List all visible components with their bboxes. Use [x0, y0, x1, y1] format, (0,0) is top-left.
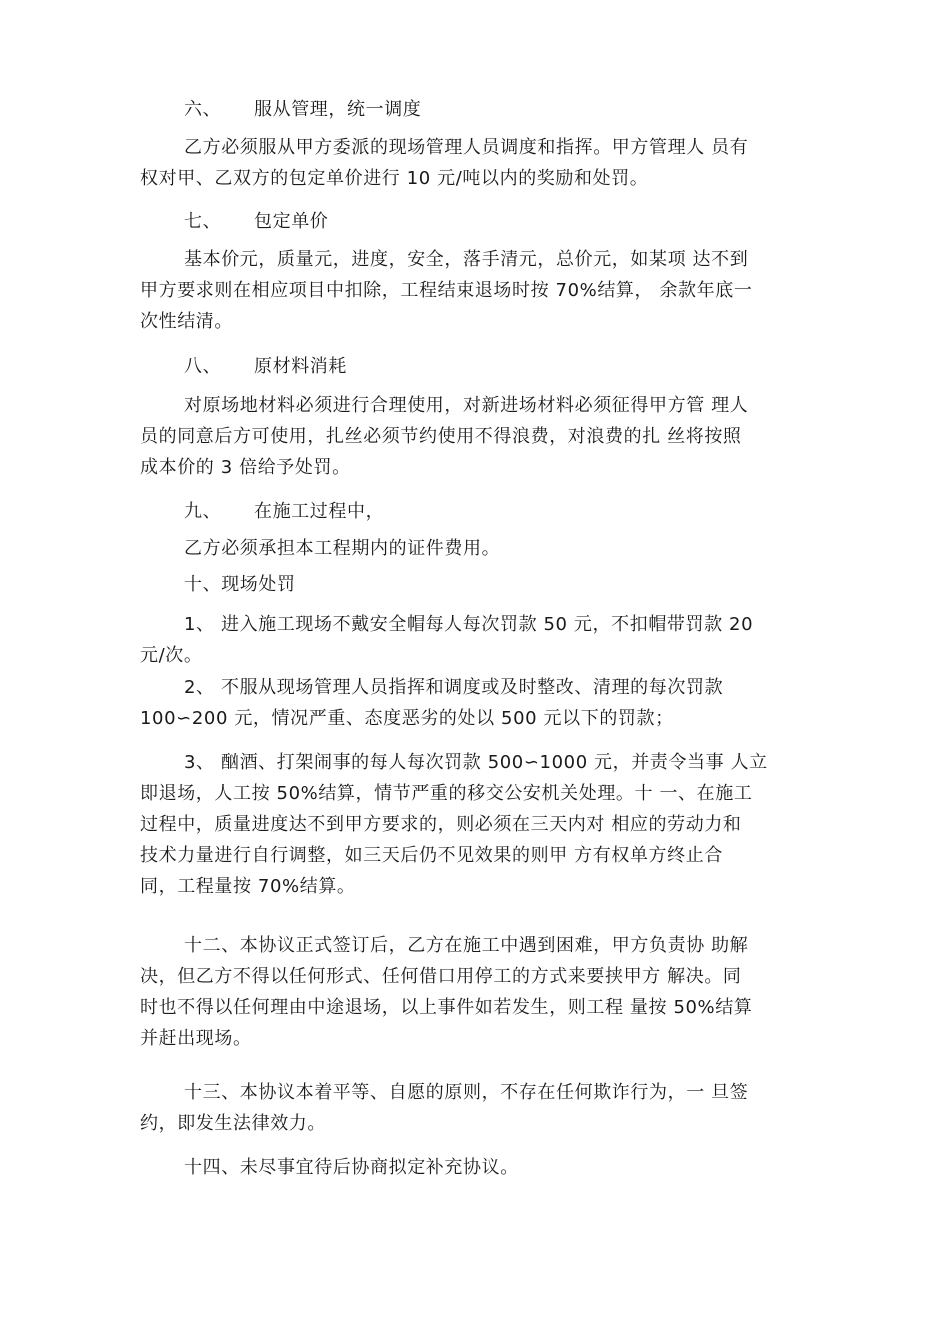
section-6-heading: [140, 94, 812, 125]
paragraph-line: 成本价的 3 倍给予处罚。: [140, 457, 351, 478]
paragraph-line: 员的同意后方可使用，扎丝必须节约使用不得浪费，对浪费的扎 丝将按照: [140, 426, 742, 447]
paragraph-line: 乙方必须承担本工程期内的证件费用。: [184, 538, 501, 559]
section-10-title: 十、现场处罚: [184, 574, 296, 595]
paragraph-line: 时也不得以任何理由中途退场，以上事件如若发生，则工程 量按 50%结算: [140, 997, 753, 1018]
paragraph-line: 乙方必须服从甲方委派的现场管理人员调度和指挥。甲方管理人 员有: [184, 137, 749, 158]
section-9-number: 九、: [184, 501, 222, 522]
section-10-item-3: [140, 747, 812, 902]
paragraph-line: 对原场地材料必须进行合理使用，对新进场材料必须征得甲方管 理人: [184, 395, 749, 416]
section-10-heading: [140, 569, 812, 600]
paragraph-line: 同，工程量按 70%结算。: [140, 876, 356, 897]
section-7-heading: [140, 206, 812, 237]
section-8-number: 八、: [184, 356, 222, 377]
paragraph-line: 十二、本协议正式签订后，乙方在施工中遇到困难，甲方负责协 助解: [184, 935, 749, 956]
section-10-item-1: [140, 609, 812, 671]
section-10-item-2: [140, 672, 812, 734]
section-7-title: 包定单价: [254, 211, 329, 232]
section-12-body: [140, 930, 812, 1054]
paragraph-line: 并赶出现场。: [140, 1028, 252, 1049]
paragraph-line: 3、 酗酒、打架闹事的每人每次罚款 500∽1000 元，并责令当事 人立: [184, 752, 768, 773]
paragraph-line: 基本价元，质量元，进度，安全，落手清元，总价元，如某项 达不到: [184, 249, 749, 270]
section-9-body: [140, 533, 812, 564]
paragraph-line: 十三、本协议本着平等、自愿的原则，不存在任何欺诈行为，一 旦签: [184, 1082, 749, 1103]
section-8-title: 原材料消耗: [254, 356, 347, 377]
paragraph-line: 甲方要求则在相应项目中扣除，工程结束退场时按 70%结算， 余款年底一: [140, 280, 753, 301]
paragraph-line: 1、 进入施工现场不戴安全帽每人每次罚款 50 元，不扣帽带罚款 20: [184, 614, 754, 635]
section-9-heading: [140, 496, 812, 527]
section-6-body: [140, 132, 812, 194]
section-13-body: [140, 1077, 812, 1139]
section-14-body: [140, 1152, 812, 1183]
section-9-title: 在施工过程中，: [254, 501, 385, 522]
paragraph-line: 元/次。: [140, 645, 203, 666]
paragraph-line: 2、 不服从现场管理人员指挥和调度或及时整改、清理的每次罚款: [184, 677, 724, 698]
section-7-body: [140, 244, 812, 337]
section-6-title: 服从管理，统一调度: [254, 99, 422, 120]
paragraph-line: 约，即发生法律效力。: [140, 1113, 326, 1134]
paragraph-line: 决，但乙方不得以任何形式、任何借口用停工的方式来要挟甲方 解决。同: [140, 966, 742, 987]
section-6-number: 六、: [184, 99, 222, 120]
section-8-body: [140, 390, 812, 483]
paragraph-line: 100∽200 元，情况严重、态度恶劣的处以 500 元以下的罚款；: [140, 708, 674, 729]
section-8-heading: [140, 351, 812, 382]
paragraph-line: 次性结清。: [140, 311, 233, 332]
paragraph-line: 权对甲、乙双方的包定单价进行 10 元/吨以内的奖励和处罚。: [140, 168, 649, 189]
paragraph-line: 技术力量进行自行调整，如三天后仍不见效果的则甲 方有权单方终止合: [140, 845, 723, 866]
section-7-number: 七、: [184, 211, 222, 232]
paragraph-line: 即退场，人工按 50%结算，情节严重的移交公安机关处理。十 一、在施工: [140, 783, 753, 804]
paragraph-line: 十四、未尽事宜待后协商拟定补充协议。: [184, 1157, 519, 1178]
paragraph-line: 过程中，质量进度达不到甲方要求的，则必须在三天内对 相应的劳动力和: [140, 814, 742, 835]
